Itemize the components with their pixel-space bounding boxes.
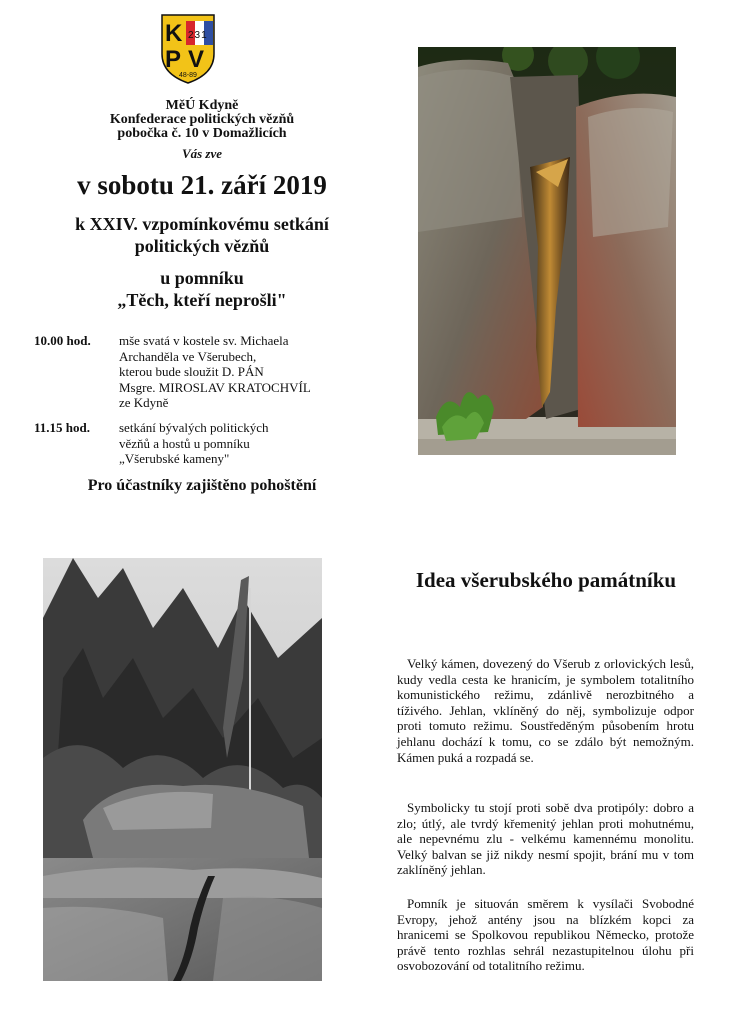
logo-letter-v: V: [188, 46, 205, 73]
logo-letter-p: P: [165, 46, 182, 73]
logo-letter-k: K: [165, 20, 183, 47]
program-item-2-line: „Všerubské kameny": [119, 451, 230, 466]
monument-bw-photo: [43, 558, 322, 981]
program-item-1: [119, 333, 349, 411]
meeting-title-line-1: k XXIV. vzpomínkovému setkání: [75, 214, 329, 234]
program-time-2: 11.15 hod.: [34, 420, 90, 435]
event-date: v sobotu 21. září 2019: [77, 170, 327, 200]
monument-color-photo: [418, 47, 676, 455]
idea-paragraph-3: Pomník je situován směrem k vysílači Svobodné Evropy, jehož antény jsou na blízkém kopci za hranicemi se Spolkovou republikou Německo, protože právě tento rozhlas sehrál nezastupitelnou úlohu při osvobozování od totalitního režimu.: [397, 896, 694, 974]
organizer-line-1: MěÚ Kdyně: [165, 98, 239, 113]
monument-name: „Těch, kteří neprošli": [117, 290, 287, 310]
program-item-1-line: mše svatá v kostele sv. Michaela: [119, 333, 289, 348]
idea-paragraph-1: Velký kámen, dovezený do Všerub z orlovických lesů, kudy vedla cesta ke hranicím, je symbolem totalitního komunistického režimu, zdánlivě nerozbitného a tíživého. Jehlan, vklíněný do něj, symbolizuje odpor proti tomuto režimu. Soustředěným působením hrotu jehlanu dochází k tomu, co se zdálo být nemožným. Kámen puká a rozpadá se.: [397, 656, 694, 765]
program-item-1-line: kterou bude sloužit D. PÁN: [119, 364, 264, 379]
logo-years: 48-89: [179, 72, 197, 79]
program-item-2-line: setkání bývalých politických: [119, 420, 269, 435]
program-item-2-line: vězňů a hostů u pomníku: [119, 435, 250, 451]
monument-line-1: u pomníku: [160, 268, 244, 288]
program-item-1-line: Msgre. MIROSLAV KRATOCHVÍL: [119, 379, 311, 395]
program-time-1: 10.00 hod.: [34, 333, 91, 348]
organizer-line-3: pobočka č. 10 v Domažlicích: [117, 126, 287, 141]
organizer-line-2: Konfederace politických vězňů: [109, 112, 295, 127]
kpv-logo: [161, 14, 215, 84]
idea-paragraph-2: Symbolicky tu stojí proti sobě dva protipóly: dobro a zlo; útlý, ale tvrdý křemenitý jehlan proti mohutnému, ale nepevnému zlu - velkému kamennému monolitu. Velký balvan se již nikdy nesmí spojit, brání mu v tom zaklíněný jehlan.: [397, 800, 694, 878]
invites-text: Vás zve: [181, 146, 223, 161]
refreshments-note: Pro účastníky zajištěno pohoštění: [87, 477, 317, 494]
program-item-1-line: Archanděla ve Všerubech,: [119, 348, 257, 364]
program-item-1-line: ze Kdyně: [119, 395, 169, 410]
meeting-title-line-2: politických vězňů: [134, 236, 270, 256]
program-item-2: [119, 420, 349, 467]
idea-title: Idea všerubského památníku: [415, 568, 677, 592]
logo-number: 231: [188, 30, 208, 41]
